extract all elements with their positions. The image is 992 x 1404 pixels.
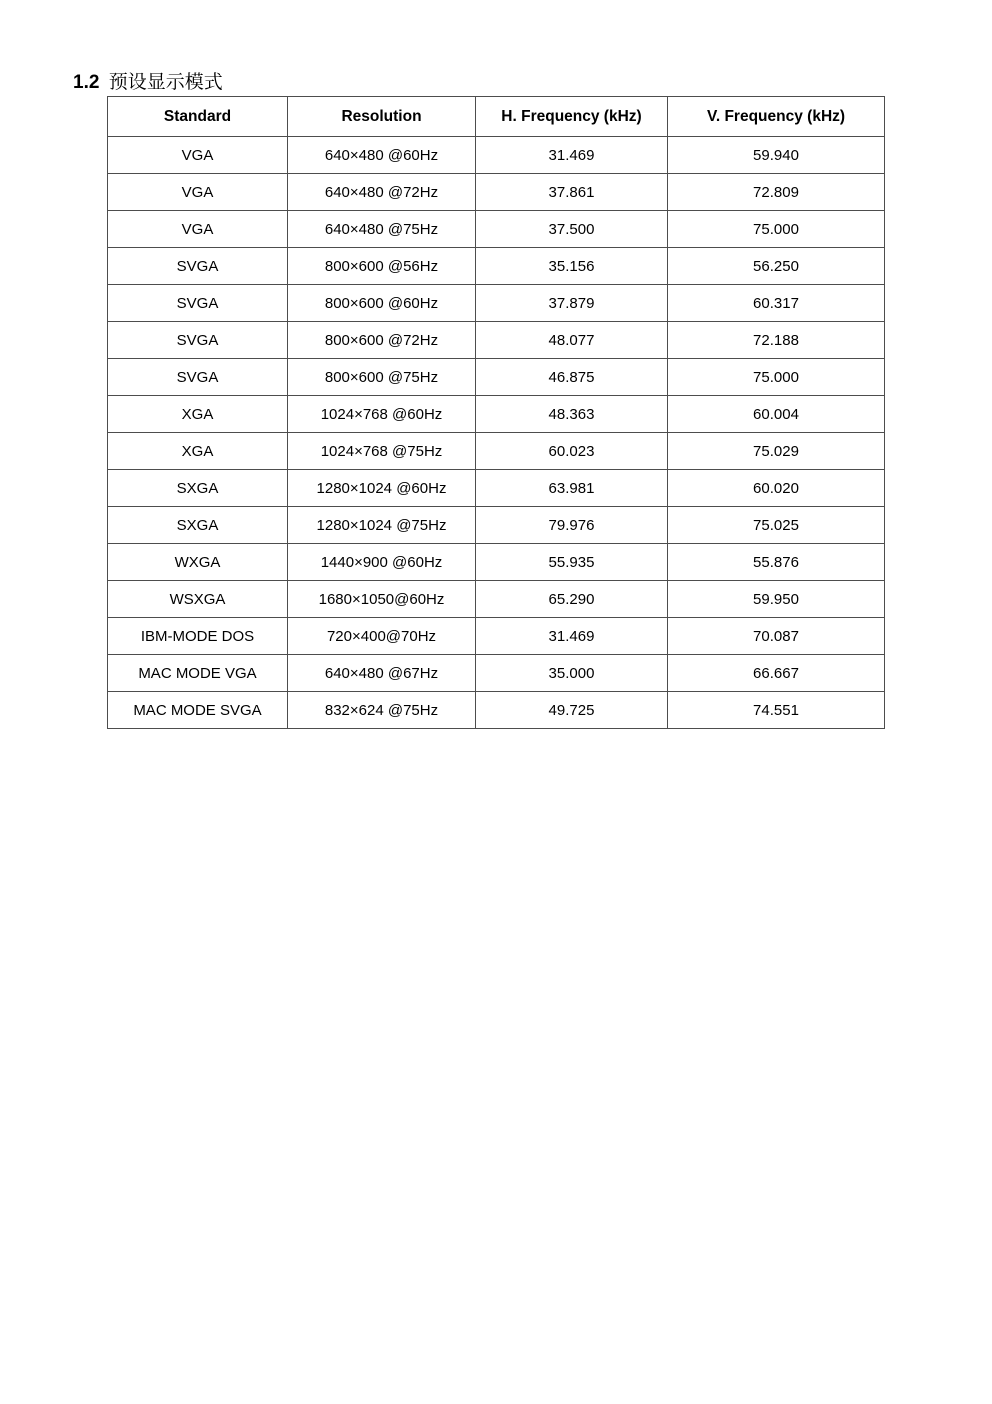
table-cell: 800×600 @72Hz [288,322,476,359]
table-cell: 75.025 [668,507,885,544]
table-cell: VGA [108,137,288,174]
table-row [108,285,885,322]
table-cell: 49.725 [476,692,668,729]
table-cell: 640×480 @60Hz [288,137,476,174]
table-cell: 59.940 [668,137,885,174]
table-cell: 800×600 @56Hz [288,248,476,285]
table-cell: 832×624 @75Hz [288,692,476,729]
table-header-row [108,97,885,137]
table-row [108,211,885,248]
table-cell: 60.023 [476,433,668,470]
section-title: 预设显示模式 [108,71,223,93]
table-cell: 35.000 [476,655,668,692]
table-cell: 1680×1050@60Hz [288,581,476,618]
table-cell: 65.290 [476,581,668,618]
table-cell: SXGA [108,507,288,544]
section-heading [73,70,223,95]
table-cell: VGA [108,211,288,248]
table-cell: 72.188 [668,322,885,359]
display-modes-table [107,96,885,729]
table-row [108,692,885,729]
table-cell: 31.469 [476,137,668,174]
table-cell: 55.935 [476,544,668,581]
table-row [108,581,885,618]
table-cell: 640×480 @72Hz [288,174,476,211]
table-cell: SVGA [108,359,288,396]
table-cell: 1440×900 @60Hz [288,544,476,581]
table-cell: IBM-MODE DOS [108,618,288,655]
table-cell: 70.087 [668,618,885,655]
table-cell: WXGA [108,544,288,581]
table-body [108,137,885,729]
table-cell: 55.876 [668,544,885,581]
table-cell: 79.976 [476,507,668,544]
table-cell: 75.029 [668,433,885,470]
table-row [108,618,885,655]
table-cell: 60.317 [668,285,885,322]
table-cell: VGA [108,174,288,211]
table-cell: 60.020 [668,470,885,507]
table-cell: 640×480 @75Hz [288,211,476,248]
table-cell: 46.875 [476,359,668,396]
table-row [108,322,885,359]
table-cell: 640×480 @67Hz [288,655,476,692]
table-cell: 60.004 [668,396,885,433]
table-cell: 1280×1024 @60Hz [288,470,476,507]
table-cell: SVGA [108,248,288,285]
section-number: 1.2 [73,72,100,93]
table-cell: 31.469 [476,618,668,655]
table-cell: SVGA [108,322,288,359]
table-cell: 48.363 [476,396,668,433]
table-cell: 37.500 [476,211,668,248]
table-cell: 1024×768 @60Hz [288,396,476,433]
table-cell: 48.077 [476,322,668,359]
table-row [108,137,885,174]
table-cell: 63.981 [476,470,668,507]
table-cell: 75.000 [668,359,885,396]
table-cell: XGA [108,396,288,433]
table-row [108,396,885,433]
table-cell: 1280×1024 @75Hz [288,507,476,544]
table-cell: SXGA [108,470,288,507]
table-cell: WSXGA [108,581,288,618]
table-cell: 37.861 [476,174,668,211]
column-header: V. Frequency (kHz) [668,97,885,137]
table-row [108,359,885,396]
table-cell: 800×600 @75Hz [288,359,476,396]
column-header: Standard [108,97,288,137]
table-cell: XGA [108,433,288,470]
table-cell: 75.000 [668,211,885,248]
table-cell: 66.667 [668,655,885,692]
table-cell: 56.250 [668,248,885,285]
table-cell: MAC MODE VGA [108,655,288,692]
table-row [108,248,885,285]
table-cell: 35.156 [476,248,668,285]
table-cell: 1024×768 @75Hz [288,433,476,470]
table-cell: 74.551 [668,692,885,729]
table-cell: MAC MODE SVGA [108,692,288,729]
table-cell: 72.809 [668,174,885,211]
table-cell: 37.879 [476,285,668,322]
table-row [108,174,885,211]
column-header: H. Frequency (kHz) [476,97,668,137]
table-row [108,433,885,470]
table-row [108,470,885,507]
column-header: Resolution [288,97,476,137]
table-cell: 59.950 [668,581,885,618]
table-cell: 720×400@70Hz [288,618,476,655]
table-row [108,507,885,544]
table-row [108,655,885,692]
table-cell: SVGA [108,285,288,322]
table-cell: 800×600 @60Hz [288,285,476,322]
table-row [108,544,885,581]
